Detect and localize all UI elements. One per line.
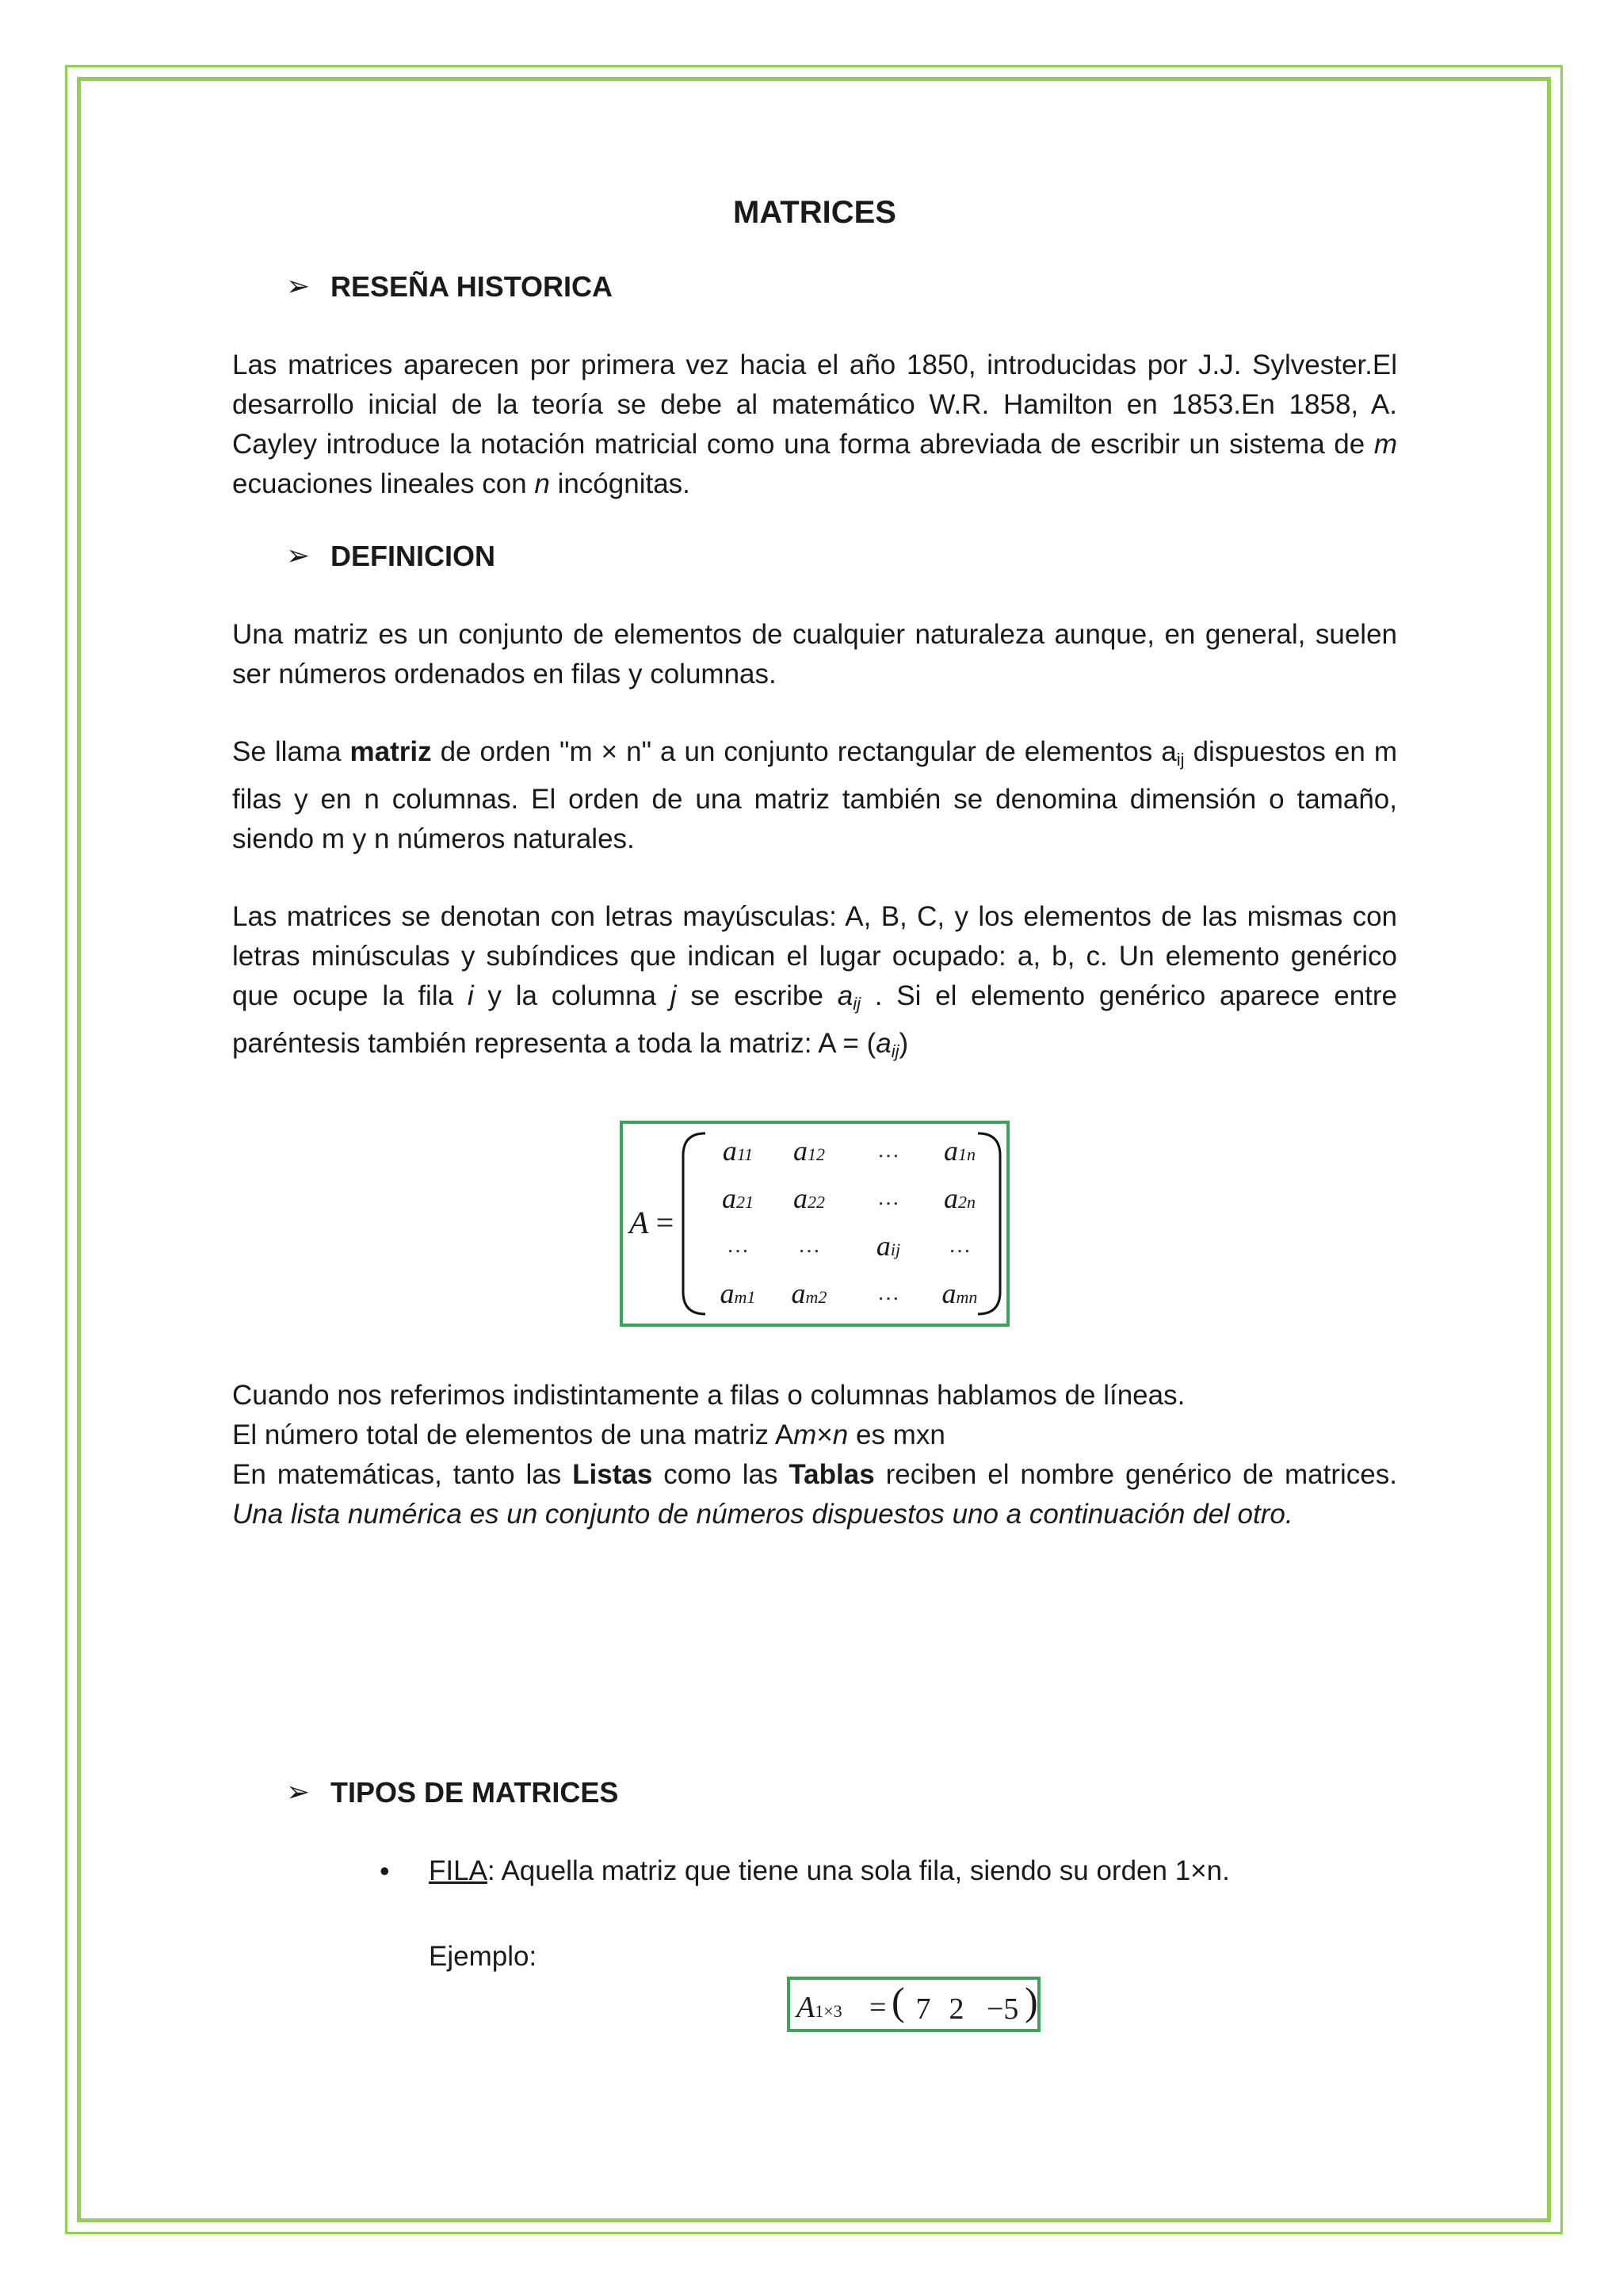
section-heading-tipos [232, 1772, 1397, 1813]
matrix-cell [924, 1276, 995, 1315]
matrix-entry: … [727, 1233, 749, 1258]
var-n: n [534, 468, 550, 499]
row-vector-figure [787, 1977, 1041, 2032]
matrix-cell [853, 1276, 924, 1311]
matrix-index: 1n [958, 1144, 976, 1164]
matrix-entry: a [722, 1135, 737, 1167]
var-m: m [1373, 429, 1397, 460]
vector-value: 7 [915, 1992, 931, 2026]
matrix-index: 11 [736, 1144, 754, 1164]
text-run: ) [899, 1028, 909, 1059]
matrix-entry: a [793, 1182, 808, 1214]
bullet-icon: • [380, 1855, 390, 1887]
left-paren: ( [892, 1979, 905, 2023]
matrix-cell [924, 1133, 995, 1172]
subscript-ij: ij [891, 1041, 899, 1061]
paragraph-lineas [232, 1376, 1397, 1534]
list-item-fila [232, 1851, 1397, 1891]
matrix-index: ij [890, 1240, 901, 1259]
matrix-name: A [629, 1205, 648, 1240]
var-a: a [876, 1028, 892, 1059]
matrix-cell [924, 1228, 995, 1263]
text-run: dispuestos en m filas y en n columnas. El orden de una matriz también se denomina dimensión o tamaño, siendo m y n números naturales. [232, 736, 1398, 854]
text-run: de orden "m × n" a un conjunto rectangular de elementos a [431, 736, 1177, 767]
text-run: ecuaciones lineales con [232, 468, 535, 499]
text-run: es mxn [848, 1419, 945, 1450]
text-run: × [816, 1419, 833, 1450]
matrix-entry: … [949, 1233, 971, 1258]
matrix-cell [702, 1276, 773, 1315]
matrix-cell [773, 1181, 845, 1220]
matrix-entry: … [877, 1186, 899, 1210]
subscript-ij: ij [853, 994, 861, 1014]
section-heading-text: TIPOS DE MATRICES [330, 1776, 619, 1809]
right-paren: ) [1025, 1979, 1038, 2023]
paragraph-historia [232, 346, 1397, 504]
text-run: Cuando nos referimos indistintamente a filas o columnas hablamos de líneas. [232, 1380, 1186, 1411]
matrix-cell [924, 1181, 995, 1220]
section-heading-definicion [232, 536, 1397, 577]
matrix-figure [620, 1121, 1010, 1327]
vector-equals: = [869, 1991, 887, 2024]
arrow-bullet-icon: ➢ [286, 1776, 311, 1809]
term-fila: FILA [429, 1855, 487, 1886]
page-title: MATRICES [733, 195, 896, 230]
var-j: j [670, 980, 677, 1011]
matrix-cell [773, 1228, 845, 1263]
bold-matriz: matriz [349, 736, 432, 767]
matrix-equals: = [655, 1205, 674, 1240]
paragraph-definicion-2 [232, 732, 1397, 859]
paragraph-definicion-1: Una matriz es un conjunto de elementos de cualquier naturaleza aunque, en general, suelen ser números ordenados en filas y columnas. [232, 619, 1397, 690]
matrix-index: 21 [736, 1192, 754, 1212]
arrow-bullet-icon: ➢ [286, 270, 311, 303]
text-run: . Si el elemento genérico aparece entre paréntesis también representa a toda la matriz: A = ( [232, 980, 1398, 1059]
text-run: y la columna [473, 980, 670, 1011]
matrix-cell [773, 1276, 845, 1315]
text-run: Las matrices aparecen por primera vez hacia el año 1850, introducidas por J.J. Sylvester.El desarrollo inicial de la teoría se debe al matemático W.R. Hamilton en 1853.En 1858, A. Cayley introduce la notación matricial como una forma abreviada de escribir un sistema de [232, 350, 1397, 460]
text-run: incógnitas. [549, 468, 690, 499]
matrix-entry: a [720, 1278, 735, 1309]
vector-value: 2 [949, 1992, 964, 2026]
subscript-ij: ij [1176, 750, 1185, 770]
arrow-bullet-icon: ➢ [286, 540, 311, 572]
bold-tablas: Tablas [789, 1459, 875, 1490]
matrix-index: 2n [958, 1192, 976, 1212]
italic-definition: Una lista numérica es un conjunto de números dispuestos uno a continuación del otro. [232, 1499, 1293, 1530]
text-run: como las [652, 1459, 789, 1490]
matrix-entry: a [791, 1278, 806, 1309]
text-run: : Aquella matriz que tiene una sola fila, siendo su orden 1×n. [487, 1855, 1230, 1886]
text-run: reciben el nombre genérico de matrices. [874, 1459, 1397, 1490]
matrix-index: 12 [808, 1144, 825, 1164]
matrix-entry: … [798, 1233, 820, 1258]
matrix-cell [702, 1228, 773, 1263]
matrix-cell [853, 1228, 924, 1267]
var-i: i [467, 980, 474, 1011]
text-run: se escribe [676, 980, 838, 1011]
matrix-cell [853, 1181, 924, 1216]
matrix-entry: … [877, 1281, 899, 1305]
matrix-index: m2 [805, 1287, 827, 1307]
text-run: Se llama [232, 736, 350, 767]
var-m: m [793, 1419, 817, 1450]
vector-name [796, 1988, 842, 2031]
var-a: a [837, 980, 854, 1011]
example-label: Ejemplo: [429, 1941, 537, 1972]
matrix-entry: a [944, 1182, 958, 1214]
matrix-entry: … [877, 1138, 899, 1163]
matrix-index: 22 [808, 1192, 825, 1212]
document-content [232, 190, 1397, 2032]
section-heading-text: DEFINICION [330, 540, 496, 572]
matrix-index: mn [956, 1287, 978, 1307]
matrix-entry: a [876, 1230, 891, 1262]
paragraph-definicion-3 [232, 897, 1397, 1072]
var-n: n [832, 1419, 849, 1450]
matrix-cell [702, 1133, 773, 1172]
section-heading-historia [232, 266, 1397, 308]
section-heading-text: RESEÑA HISTORICA [330, 270, 613, 303]
matrix-index: m1 [734, 1287, 756, 1307]
matrix-entry: a [793, 1135, 808, 1167]
matrix-entry: a [722, 1182, 736, 1214]
bold-listas: Listas [572, 1459, 653, 1490]
text-run: En matemáticas, tanto las [232, 1459, 573, 1490]
text-run: El número total de elementos de una matriz A [232, 1419, 794, 1450]
vector-value: −5 [987, 1992, 1019, 2026]
matrix-cell [702, 1181, 773, 1220]
vector-letter: A [796, 1991, 815, 2024]
matrix-entry: a [941, 1278, 957, 1309]
vector-order: 1×3 [815, 2001, 842, 2021]
matrix-cell [853, 1133, 924, 1168]
matrix-cell [773, 1133, 845, 1172]
text-run: Las matrices se denotan con letras mayúsculas: A, B, C, y los elementos de las mismas con letras minúsculas y subíndices que indican el lugar ocupado: a, b, c. Un elemento genérico que ocupe la fila [232, 901, 1397, 1011]
matrix-entry: a [944, 1135, 958, 1167]
